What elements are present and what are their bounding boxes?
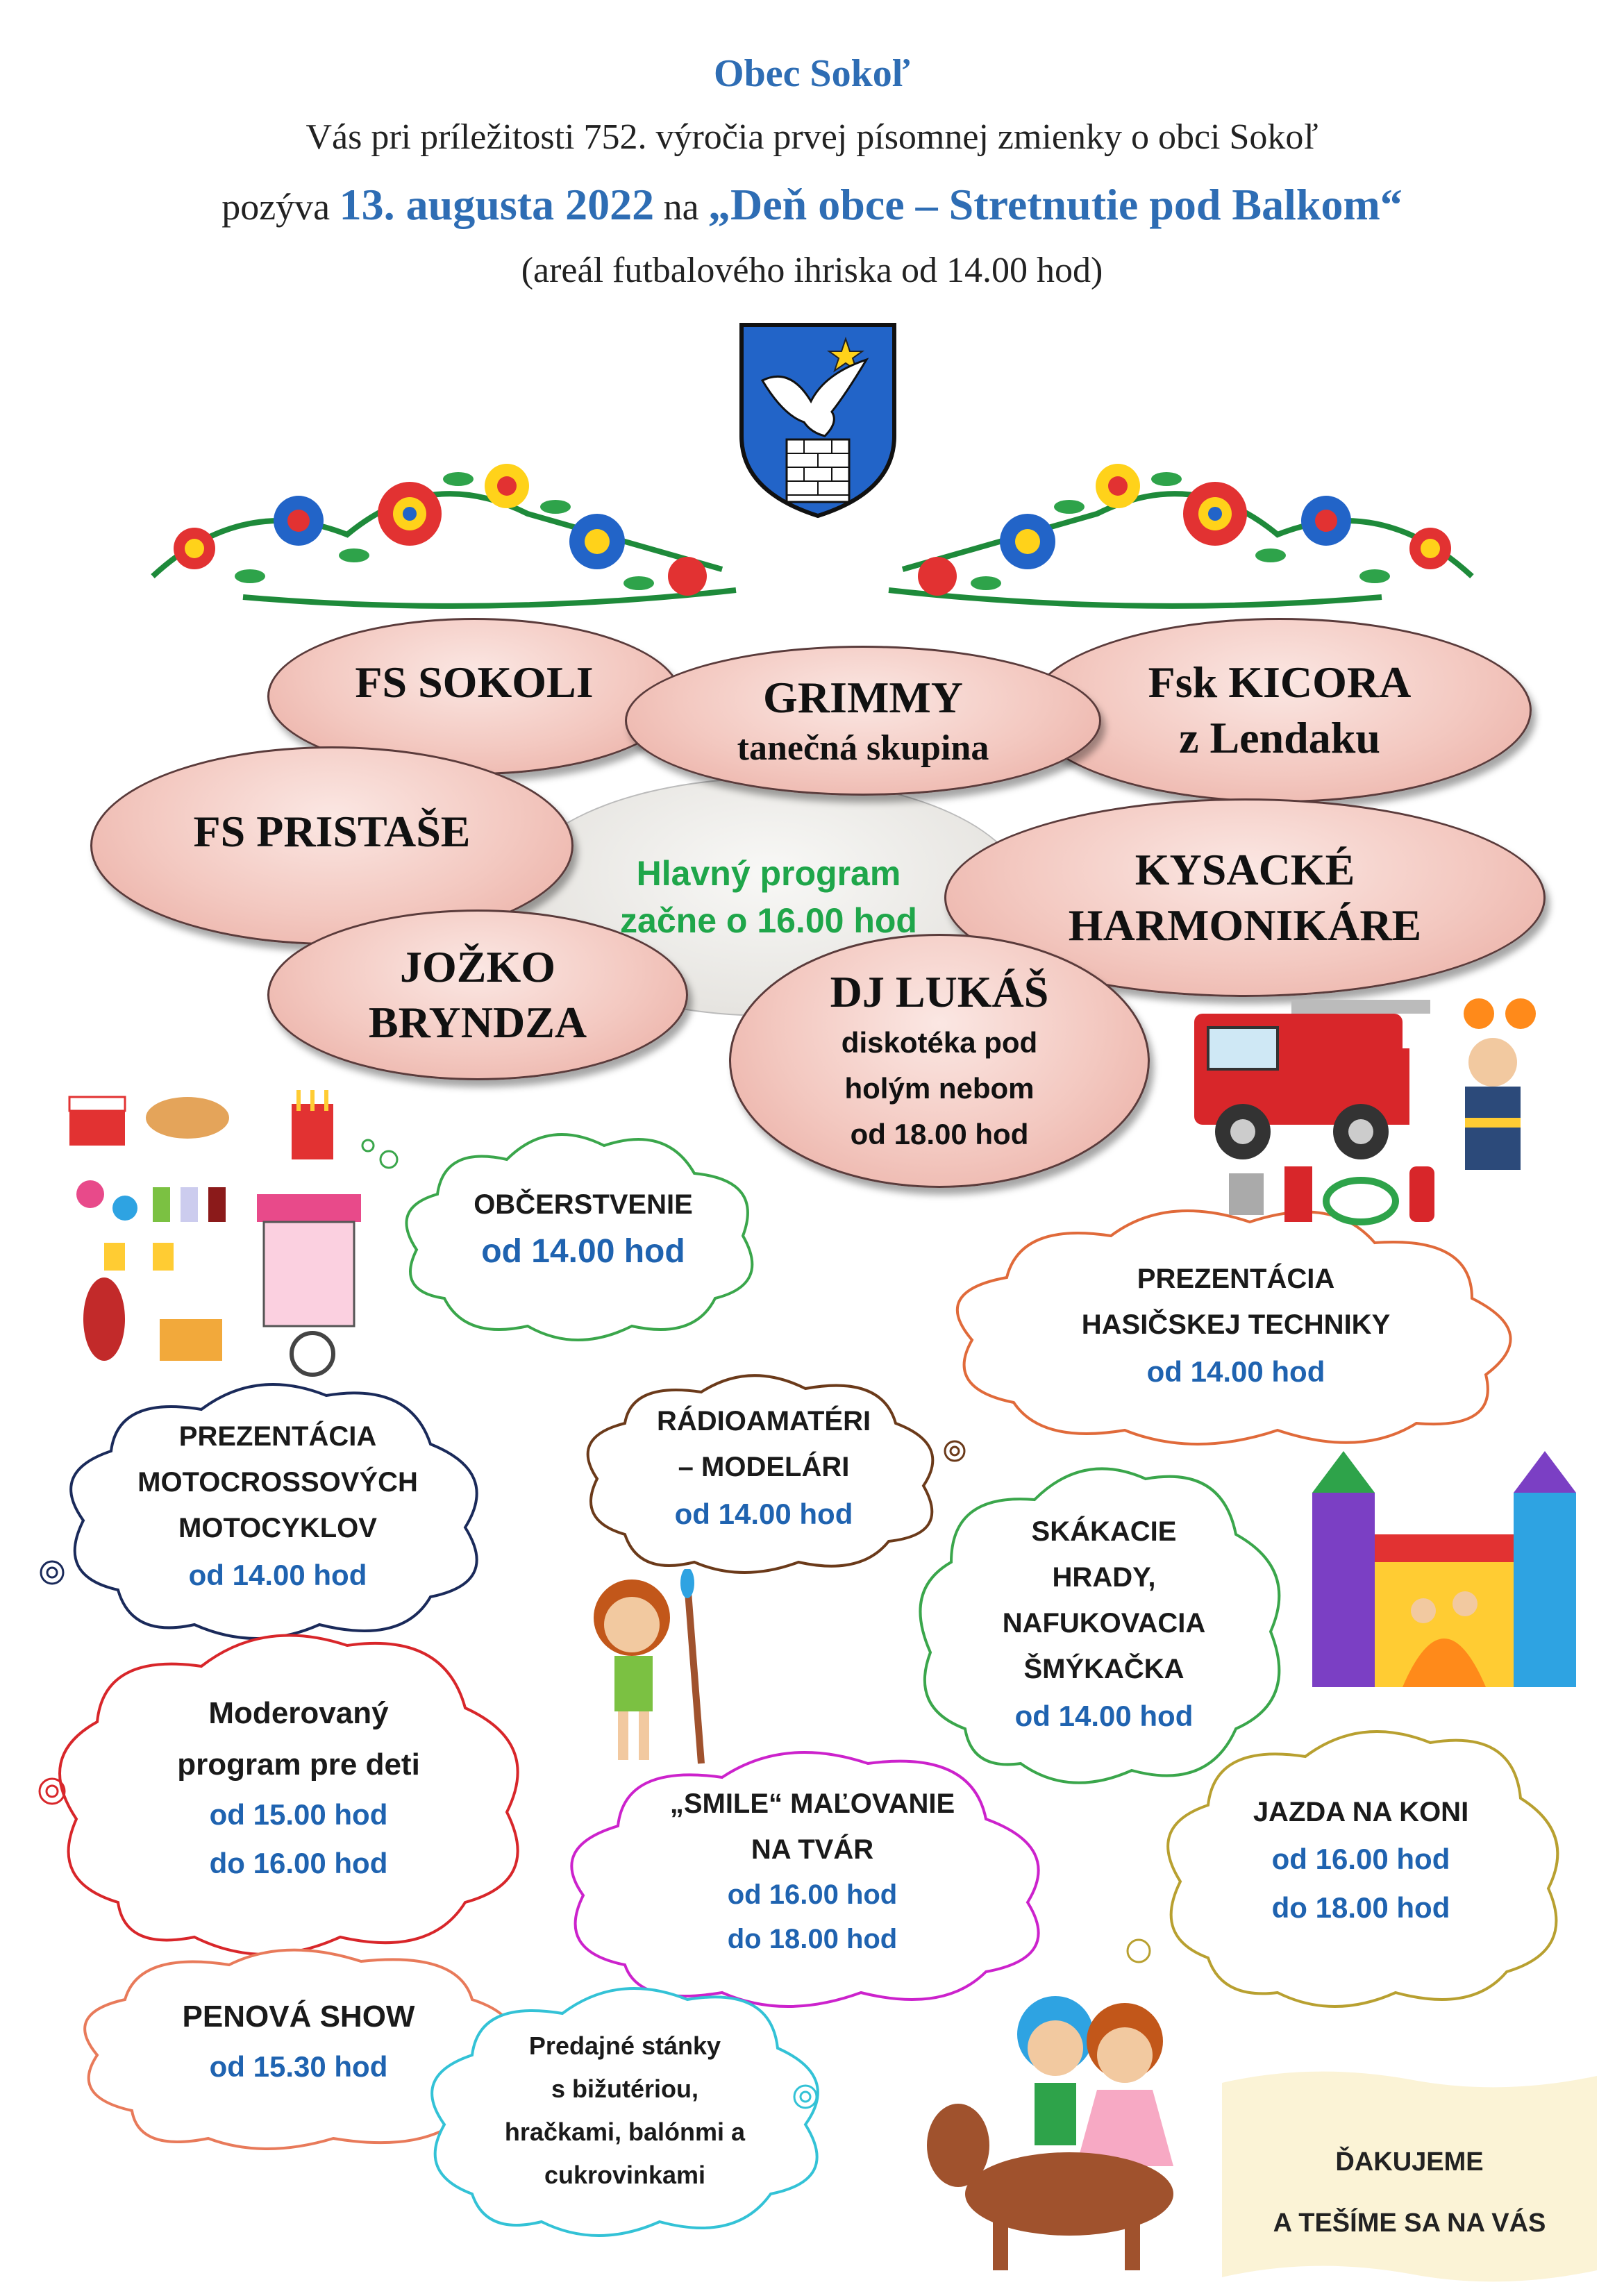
smile-title2: NA TVÁR	[751, 1834, 874, 1865]
stanky-line4: cukrovinkami	[544, 2161, 706, 2189]
main-program-line2: začne o 16.00 hod	[620, 901, 917, 940]
hasici-time: od 14.00 hod	[1146, 1355, 1325, 1388]
page-title	[0, 51, 1624, 96]
folk-ornament-icon	[139, 437, 1486, 625]
moto-title2: MOTOCROSSOVÝCH	[137, 1467, 418, 1498]
moto-title1: PREZENTÁCIA	[178, 1421, 377, 1452]
oval-grimmy-sub: tanečná skupina	[737, 728, 989, 768]
bouncy-castle-illustration	[1305, 1451, 1583, 1701]
oval-kicora-line2: z Lendaku	[1179, 713, 1380, 762]
kids-on-horse-illustration	[916, 1986, 1208, 2277]
oval-dj-line1: DJ LUKÁŠ	[830, 967, 1049, 1016]
hasici-title2: HASIČSKEJ TECHNIKY	[1081, 1309, 1391, 1340]
oval-kicora-line1: Fsk KICORA	[1148, 657, 1412, 707]
thanks-line2: A TEŠÍME SA NA VÁS	[1273, 2209, 1546, 2238]
hrady-title3: NAFUKOVACIA	[1002, 1608, 1206, 1639]
pena-title: PENOVÁ SHOW	[182, 2000, 415, 2034]
event-name: „Deň obce – Stretnutie pod Balkom“	[708, 180, 1403, 229]
oval-dj-line3: holým nebom	[844, 1072, 1035, 1105]
cloud-smile-malovanie	[555, 1736, 1069, 2013]
oval-fs-pristase-label: FS PRISTAŠE	[193, 807, 471, 856]
hasici-title1: PREZENTÁCIA	[1137, 1264, 1335, 1294]
cloud-radioamateri	[576, 1368, 951, 1576]
venue-line: (areál futbalového ihriska od 14.00 hod)	[521, 251, 1103, 290]
radio-time: od 14.00 hod	[674, 1498, 853, 1530]
thanks-line1: ĎAKUJEME	[1335, 2147, 1484, 2177]
oval-dj-line2: diskotéka pod	[841, 1026, 1038, 1059]
smile-title1: „SMILE“ MAĽOVANIE	[669, 1788, 955, 1819]
oval-grimmy-label: GRIMMY	[763, 673, 963, 722]
oval-kicora	[1028, 618, 1532, 803]
painter-girl-illustration	[576, 1569, 729, 1777]
oval-dj-line4: od 18.00 hod	[850, 1118, 1029, 1150]
cloud-program-deti	[42, 1618, 555, 1965]
invitation-line-2	[0, 179, 1624, 231]
thanks-note	[1222, 2069, 1597, 2284]
obcerstvenie-title: OBČERSTVENIE	[474, 1189, 693, 1220]
oval-grimmy	[625, 646, 1101, 796]
pena-time: od 15.30 hod	[209, 2050, 388, 2083]
deti-title1: Moderovaný	[208, 1696, 389, 1730]
fire-truck-illustration	[1187, 986, 1548, 1236]
smile-time2: do 18.00 hod	[727, 1924, 898, 1954]
deti-time2: do 16.00 hod	[209, 1847, 388, 1879]
radio-title1: RÁDIOAMATÉRI	[656, 1406, 871, 1436]
snacks-cart-illustration	[62, 1090, 389, 1382]
kone-time2: do 18.00 hod	[1271, 1891, 1450, 1924]
event-date: 13. augusta 2022	[339, 180, 655, 229]
village-name: Obec Sokoľ	[714, 52, 910, 95]
oval-dj	[729, 934, 1150, 1188]
stanky-line1: Predajné stánky	[528, 2031, 721, 2060]
hrady-title4: ŠMÝKAČKA	[1023, 1654, 1184, 1684]
deti-title2: program pre deti	[177, 1748, 420, 1782]
invitation-line-1: Vás pri príležitosti 752. výročia prvej písomnej zmienky o obci Sokoľ	[305, 117, 1319, 157]
cloud-predajne-stanky	[417, 1979, 833, 2243]
smile-time1: od 16.00 hod	[727, 1879, 898, 1910]
oval-kysacke-line2: HARMONIKÁRE	[1068, 900, 1422, 950]
stanky-line2: s bižutériou,	[551, 2075, 698, 2103]
hrady-title2: HRADY,	[1052, 1562, 1156, 1593]
obcerstvenie-time: od 14.00 hod	[481, 1233, 685, 1270]
kone-time1: od 16.00 hod	[1271, 1843, 1450, 1875]
main-program-line1: Hlavný program	[636, 854, 901, 893]
moto-title3: MOTOCYKLOV	[178, 1513, 377, 1543]
invite-verb: pozýva	[221, 186, 330, 228]
cloud-motocross	[56, 1368, 500, 1645]
cloud-obcerstvenie	[389, 1118, 778, 1347]
oval-jozko-line1: JOŽKO	[399, 942, 556, 991]
hrady-title1: SKÁKACIE	[1031, 1516, 1177, 1547]
radio-title2: – MODELÁRI	[678, 1452, 850, 1482]
oval-jozko-line2: BRYNDZA	[368, 998, 587, 1047]
deti-time1: od 15.00 hod	[209, 1798, 388, 1831]
oval-fs-sokoli-label: FS SOKOLI	[355, 657, 594, 707]
stanky-line3: hračkami, balónmi a	[504, 2118, 746, 2146]
oval-jozko	[267, 910, 688, 1080]
invite-na: na	[663, 186, 699, 228]
kone-title: JAZDA NA KONI	[1253, 1797, 1469, 1827]
cloud-jazda-na-koni	[1153, 1715, 1569, 2013]
moto-time: od 14.00 hod	[188, 1559, 367, 1591]
oval-kysacke-line1: KYSACKÉ	[1135, 845, 1355, 894]
hrady-time: od 14.00 hod	[1014, 1700, 1194, 1732]
